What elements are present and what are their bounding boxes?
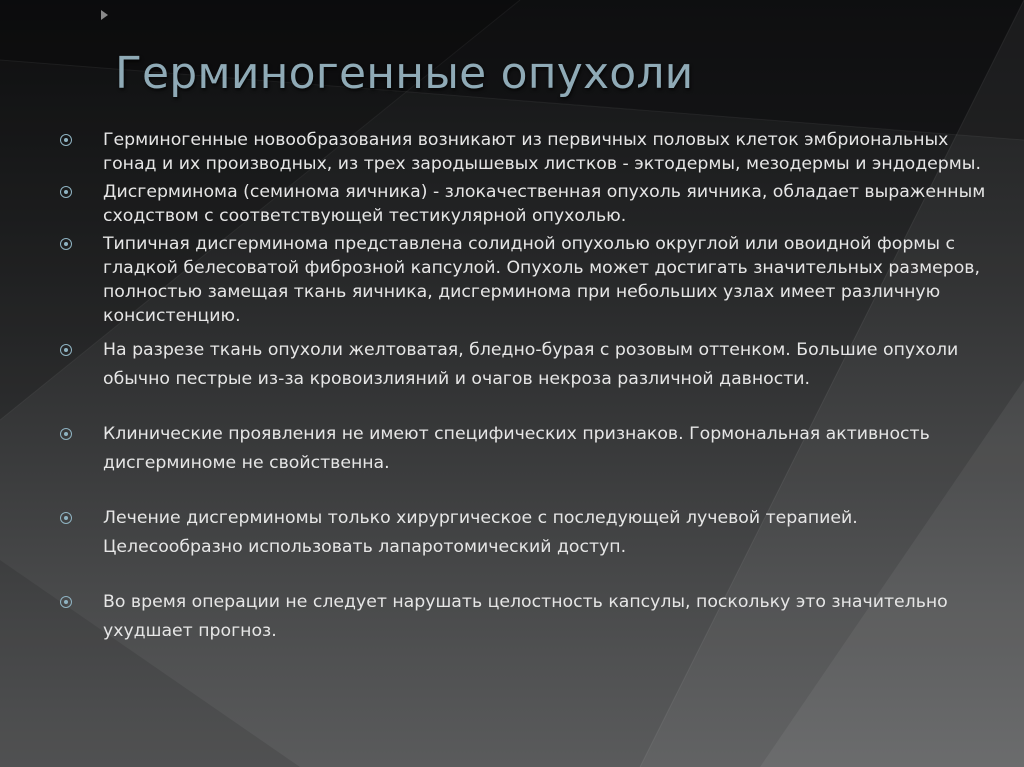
chevron-right-icon (101, 10, 108, 20)
bullet-text: На разрезе ткань опухоли желтоватая, бледно-бурая с розовым оттенком. Большие опухоли обычно пестрые из-за кровоизлияний и очагов некроза различной давности. (103, 340, 959, 389)
slide-title: Герминогенные опухоли (115, 48, 694, 99)
bullet-text: Лечение дисгерминомы только хирургическое с последующей лучевой терапией. Целесообразно использовать лапаротомический доступ. (103, 508, 858, 557)
bullet-circle-icon (60, 186, 72, 198)
bullet-circle-icon (60, 428, 72, 440)
bullet-item (60, 232, 1000, 328)
bullet-circle-icon (60, 134, 72, 146)
bullet-circle-icon (60, 596, 72, 608)
bullet-item (60, 588, 1000, 646)
bullet-item (60, 180, 1000, 228)
bullet-item (60, 128, 1000, 176)
bullet-circle-icon (60, 512, 72, 524)
bullet-list (60, 128, 1000, 646)
bullet-text: Герминогенные новообразования возникают из первичных половых клеток эмбриональных гонад и их производных, из трех зародышевых листков - эктодермы, мезодермы и эндодермы. (103, 130, 981, 174)
bullet-circle-icon (60, 238, 72, 250)
bullet-text: Дисгерминома (семинома яичника) - злокачественная опухоль яичника, обладает выраженным сходством с соответствующей тестикулярной опухолью. (103, 182, 986, 226)
bullet-text: Во время операции не следует нарушать целостность капсулы, поскольку это значительно ухудшает прогноз. (103, 592, 948, 641)
bullet-circle-icon (60, 344, 72, 356)
bullet-text: Клинические проявления не имеют специфических признаков. Гормональная активность дисгерминоме не свойственна. (103, 424, 930, 473)
bullet-text: Типичная дисгерминома представлена солидной опухолью округлой или овоидной формы с гладкой белесоватой фиброзной капсулой. Опухоль может достигать значительных размеров, полностью замещая ткань яичника, дисгерминома при небольших узлах имеет различную консистенцию. (103, 234, 980, 326)
bullet-item (60, 336, 1000, 394)
bullet-item (60, 504, 1000, 562)
bullet-item (60, 420, 1000, 478)
